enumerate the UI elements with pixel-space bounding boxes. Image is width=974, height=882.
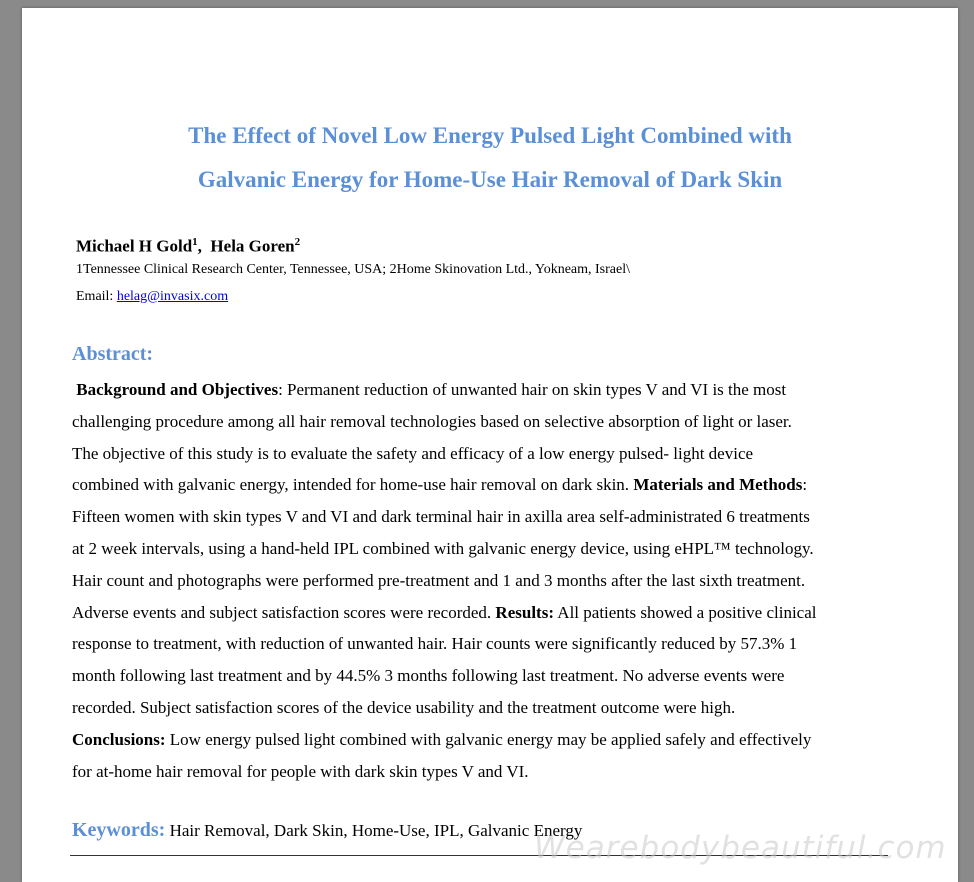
- abstract-line: [72, 628, 922, 660]
- keywords-text: Hair Removal, Dark Skin, Home-Use, IPL, Galvanic Energy: [165, 821, 583, 840]
- author-2-affiliation-mark: 2: [294, 236, 301, 248]
- abstract-text: for at-home hair removal for people with dark skin types V and VI.: [72, 761, 529, 781]
- abstract-text: Low energy pulsed light combined with galvanic energy may be applied safely and effectively: [165, 729, 812, 749]
- paper-title: [22, 114, 958, 202]
- abstract-text: Adverse events and subject satisfaction scores were recorded.: [72, 602, 496, 622]
- abstract-line: [72, 374, 922, 406]
- abstract-line: [72, 501, 922, 533]
- abstract-line: [72, 724, 922, 756]
- abstract-line: [72, 756, 922, 788]
- author-1-affiliation-mark: 1: [192, 236, 198, 248]
- abstract-line: [72, 469, 922, 501]
- abstract-text: combined with galvanic energy, intended for home-use hair removal on dark skin.: [72, 475, 634, 495]
- document-page: [22, 8, 958, 882]
- abstract-text: month following last treatment and by 44.5% 3 months following last treatment. No adverse events were: [72, 666, 785, 686]
- abstract-line: [72, 533, 922, 565]
- abstract-heading: Abstract:: [72, 343, 154, 365]
- abstract-line: [72, 406, 922, 438]
- keywords-label: Keywords:: [72, 819, 166, 841]
- abstract-line: [72, 438, 922, 470]
- author-1-name: Michael H Gold: [76, 236, 193, 256]
- abstract-text: at 2 week intervals, using a hand-held IPL combined with galvanic energy device, using eHPL™ technology.: [72, 538, 814, 558]
- email-line: [76, 287, 228, 307]
- abstract-section-label: Materials and Methods: [633, 475, 803, 495]
- author-separator: ,: [197, 236, 211, 256]
- author-list: [76, 230, 300, 259]
- abstract-text: recorded. Subject satisfaction scores of the device usability and the treatment outcome were high.: [72, 697, 736, 717]
- email-link[interactable]: helag@invasix.com: [116, 289, 229, 304]
- abstract-line: [72, 692, 922, 724]
- author-2-name: Hela Goren: [210, 236, 295, 256]
- abstract-text: Fifteen women with skin types V and VI and dark terminal hair in axilla area self-administrated 6 treatments: [72, 507, 810, 527]
- abstract-text: challenging procedure among all hair removal technologies based on selective absorption of light or laser.: [72, 411, 792, 431]
- abstract-text: Hair count and photographs were performed pre-treatment and 1 and 3 months after the last sixth treatment.: [72, 570, 806, 590]
- abstract-text: :: [802, 475, 808, 495]
- email-label: Email:: [76, 289, 117, 304]
- abstract-body: [72, 374, 922, 787]
- title-line-2: Galvanic Energy for Home-Use Hair Removal of Dark Skin: [197, 167, 783, 192]
- abstract-line: [72, 565, 922, 597]
- watermark-text: Wearebodybeautiful.com: [534, 830, 947, 866]
- abstract-text: All patients showed a positive clinical: [553, 602, 817, 622]
- abstract-line: [72, 660, 922, 692]
- keywords-line: [72, 816, 582, 845]
- abstract-line: [72, 597, 922, 629]
- abstract-section-label: Results:: [495, 602, 554, 622]
- affiliation-line: 1Tennessee Clinical Research Center, Tennessee, USA; 2Home Skinovation Ltd., Yokneam, Israel\: [76, 262, 630, 277]
- abstract-section-label: Conclusions:: [72, 729, 166, 749]
- abstract-text: The objective of this study is to evaluate the safety and efficacy of a low energy pulsed- light device: [72, 443, 754, 463]
- abstract-section-label: Background and Objectives: [72, 380, 279, 399]
- abstract-text: : Permanent reduction of unwanted hair on skin types V and VI is the most: [278, 380, 787, 399]
- title-line-1: The Effect of Novel Low Energy Pulsed Light Combined with: [188, 123, 792, 148]
- abstract-text: response to treatment, with reduction of unwanted hair. Hair counts were significantly reduced by 57.3% 1: [72, 634, 798, 654]
